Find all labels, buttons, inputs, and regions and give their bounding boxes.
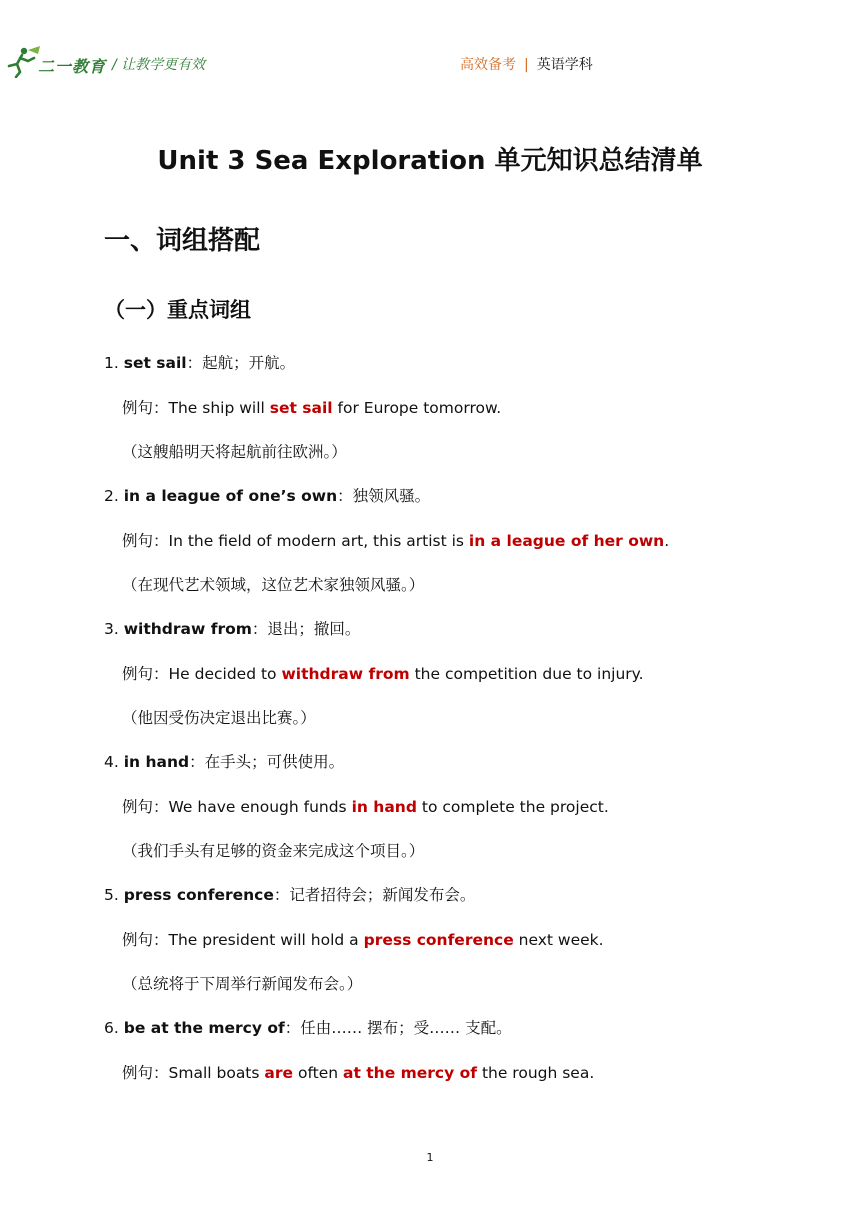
example-text: Small boats [168,1064,265,1082]
example-sentence [122,529,669,551]
page-number: 1 [426,1151,434,1164]
phrase-meaning: ：独领风骚。 [337,487,431,505]
item-number: 5. [104,886,119,904]
phrase-meaning: ：任由…… 摆布；受…… 支配。 [284,1019,512,1037]
translation: （他因受伤决定退出比赛。） [122,709,316,727]
translation: （这艘船明天将起航前往欧洲。） [122,443,347,461]
phrase-item [104,617,360,639]
header-label-b: 英语学科 [536,57,593,73]
example-text: The president will hold a [168,931,364,949]
example-text: The ship will [168,399,270,417]
phrase-term: withdraw from [123,620,252,638]
phrase-meaning: ：记者招待会；新闻发布会。 [273,886,476,904]
phrase-term: press conference [123,886,274,904]
phrase-term: in hand [123,753,190,771]
example-label: 例句： [122,399,169,417]
phrase-item [104,484,430,506]
example-text: the rough sea. [477,1064,595,1082]
header-label-a: 高效备考 [460,57,516,73]
example-sentence [122,396,501,418]
highlighted-phrase: in hand [351,798,417,816]
example-label: 例句： [122,798,169,816]
slogan: / 让教学更有效 [112,57,206,73]
header-right [460,54,593,74]
highlighted-phrase: at the mercy of [343,1064,478,1082]
example-label: 例句： [122,532,169,550]
highlighted-phrase: press conference [363,931,514,949]
highlighted-phrase: in a league of her own [468,532,665,550]
example-label: 例句： [122,665,169,683]
highlighted-phrase: are [264,1064,294,1082]
example-text: for Europe tomorrow. [332,399,502,417]
example-sentence [122,795,609,817]
example-text: often [293,1064,343,1082]
item-number: 1. [104,354,119,372]
translation: （在现代艺术领域，这位艺术家独领风骚。） [122,576,425,594]
logo-text: 二一教育 [38,57,107,76]
item-number: 2. [104,487,119,505]
example-text: next week. [513,931,604,949]
example-text: . [664,532,670,550]
item-number: 6. [104,1019,119,1037]
item-number: 4. [104,753,119,771]
translation: （我们手头有足够的资金来完成这个项目。） [122,842,425,860]
highlighted-phrase: withdraw from [281,665,410,683]
example-sentence [122,928,604,950]
header-separator: | [524,57,529,73]
phrase-meaning: ：退出；撤回。 [251,620,361,638]
phrase-item [104,1016,512,1038]
phrase-term: set sail [123,354,187,372]
subsection-heading: （一）重点词组 [104,298,251,322]
example-label: 例句： [122,1064,169,1082]
example-text: the competition due to injury. [409,665,644,683]
example-text: to complete the project. [416,798,609,816]
item-number: 3. [104,620,119,638]
example-text: We have enough funds [168,798,352,816]
page-title: Unit 3 Sea Exploration 单元知识总结清单 [157,146,703,176]
page-header [0,0,860,90]
phrase-meaning: ：在手头；可供使用。 [189,753,345,771]
example-text: He decided to [168,665,282,683]
example-label: 例句： [122,931,169,949]
example-text: In the field of modern art, this artist is [168,532,469,550]
translation: （总统将于下周举行新闻发布会。） [122,975,363,993]
example-sentence [122,662,644,684]
highlighted-phrase: set sail [269,399,333,417]
phrase-item [104,750,344,772]
phrase-term: in a league of one’s own [123,487,338,505]
example-sentence [122,1061,594,1083]
phrase-item [104,883,475,905]
phrase-term: be at the mercy of [123,1019,285,1037]
phrase-item [104,351,295,373]
phrase-meaning: ：起航；开航。 [186,354,296,372]
section-heading: 一、词组搭配 [104,226,261,256]
